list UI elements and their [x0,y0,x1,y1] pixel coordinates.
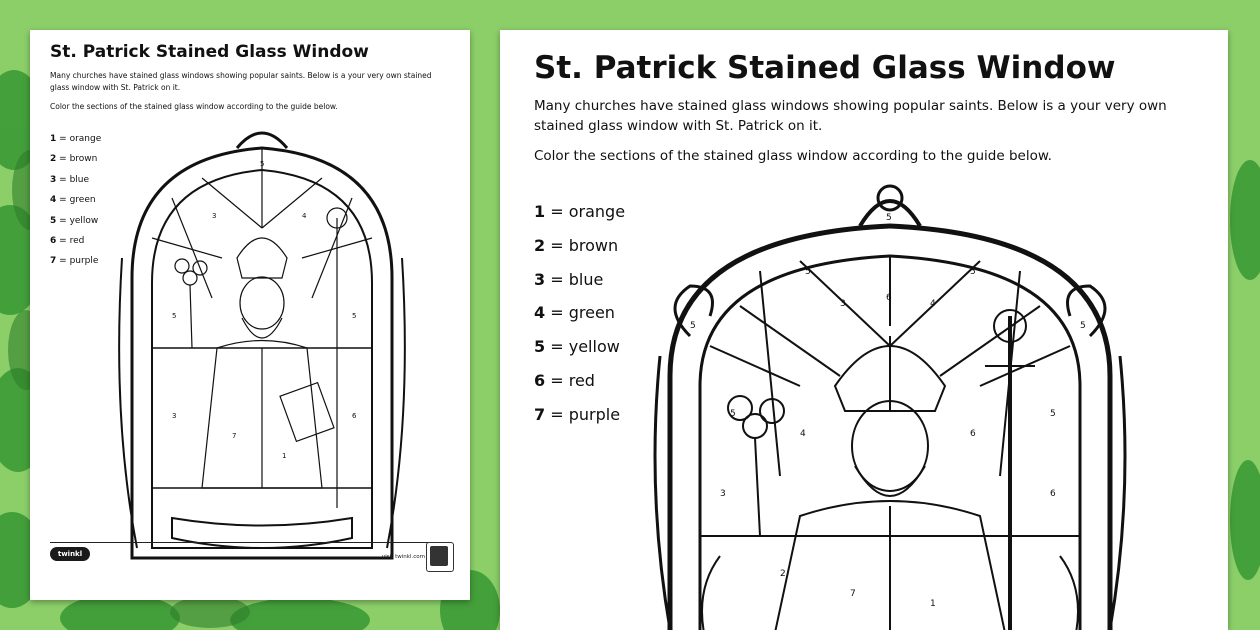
stained-glass-window-illustration [650,176,1130,630]
intro-text: Many churches have stained glass windows showing popular saints. Below is a your very own stained glass window with St. Patrick on it. [534,98,1167,134]
svg-text:5: 5 [970,267,976,277]
intro-text: Many churches have stained glass windows showing popular saints. Below is a your very own stained glass window with St. Patrick on it. [50,71,432,92]
color-key-item: 1 = orange [534,202,626,221]
worksheet-zoomed [500,30,1228,630]
svg-text:2: 2 [780,569,786,579]
visit-website-text: visit twinkl.com [382,554,425,560]
svg-text:5: 5 [172,312,177,320]
color-key [50,134,101,277]
color-key-item: 2 = brown [534,235,619,255]
worksheet-title: St. Patrick Stained Glass Window [534,50,1116,86]
badge-icon [426,542,454,572]
color-key-item: 5 = yellow [534,337,620,357]
svg-text:5: 5 [730,409,736,419]
twinkl-logo: twinkl [50,547,90,561]
svg-text:5: 5 [1050,409,1056,419]
svg-text:6: 6 [886,293,892,303]
svg-text:3: 3 [172,412,177,420]
svg-text:6: 6 [970,429,976,439]
color-key-item: 5 = yellow [50,215,99,226]
svg-text:5: 5 [805,267,811,277]
svg-text:3: 3 [840,299,846,309]
svg-text:4: 4 [800,429,806,439]
svg-text:5: 5 [690,321,696,331]
color-key [534,202,625,439]
svg-text:5: 5 [352,312,357,320]
color-key-item: 2 = brown [50,154,98,165]
color-key-item: 4 = green [50,195,96,206]
color-key-item: 6 = red [534,370,595,390]
worksheet-thumbnail [30,30,470,600]
color-key-item: 3 = blue [534,269,604,289]
svg-text:6: 6 [1050,489,1056,499]
svg-text:3: 3 [212,212,217,220]
svg-text:6: 6 [352,412,357,420]
color-key-item: 7 = purple [534,404,621,424]
color-key-item: 4 = green [534,303,615,323]
instruction-text: Color the sections of the stained glass window according to the guide below. [534,148,1052,164]
svg-text:7: 7 [850,589,856,599]
stained-glass-window-illustration [112,118,412,568]
color-key-item: 3 = blue [50,174,90,185]
svg-text:4: 4 [302,212,307,220]
svg-text:1: 1 [282,452,287,460]
svg-text:5: 5 [1080,321,1086,331]
color-key-item: 1 = orange [50,134,102,144]
svg-text:4: 4 [930,299,936,309]
footer-divider [50,542,450,543]
instruction-text: Color the sections of the stained glass window according to the guide below. [50,102,338,111]
color-key-item: 7 = purple [50,256,99,267]
svg-text:3: 3 [720,489,726,499]
worksheet-title: St. Patrick Stained Glass Window [50,42,369,62]
svg-text:1: 1 [930,599,936,609]
color-key-item: 6 = red [50,235,85,246]
svg-text:5: 5 [886,213,892,223]
svg-text:5: 5 [260,160,265,168]
svg-text:7: 7 [232,432,237,440]
